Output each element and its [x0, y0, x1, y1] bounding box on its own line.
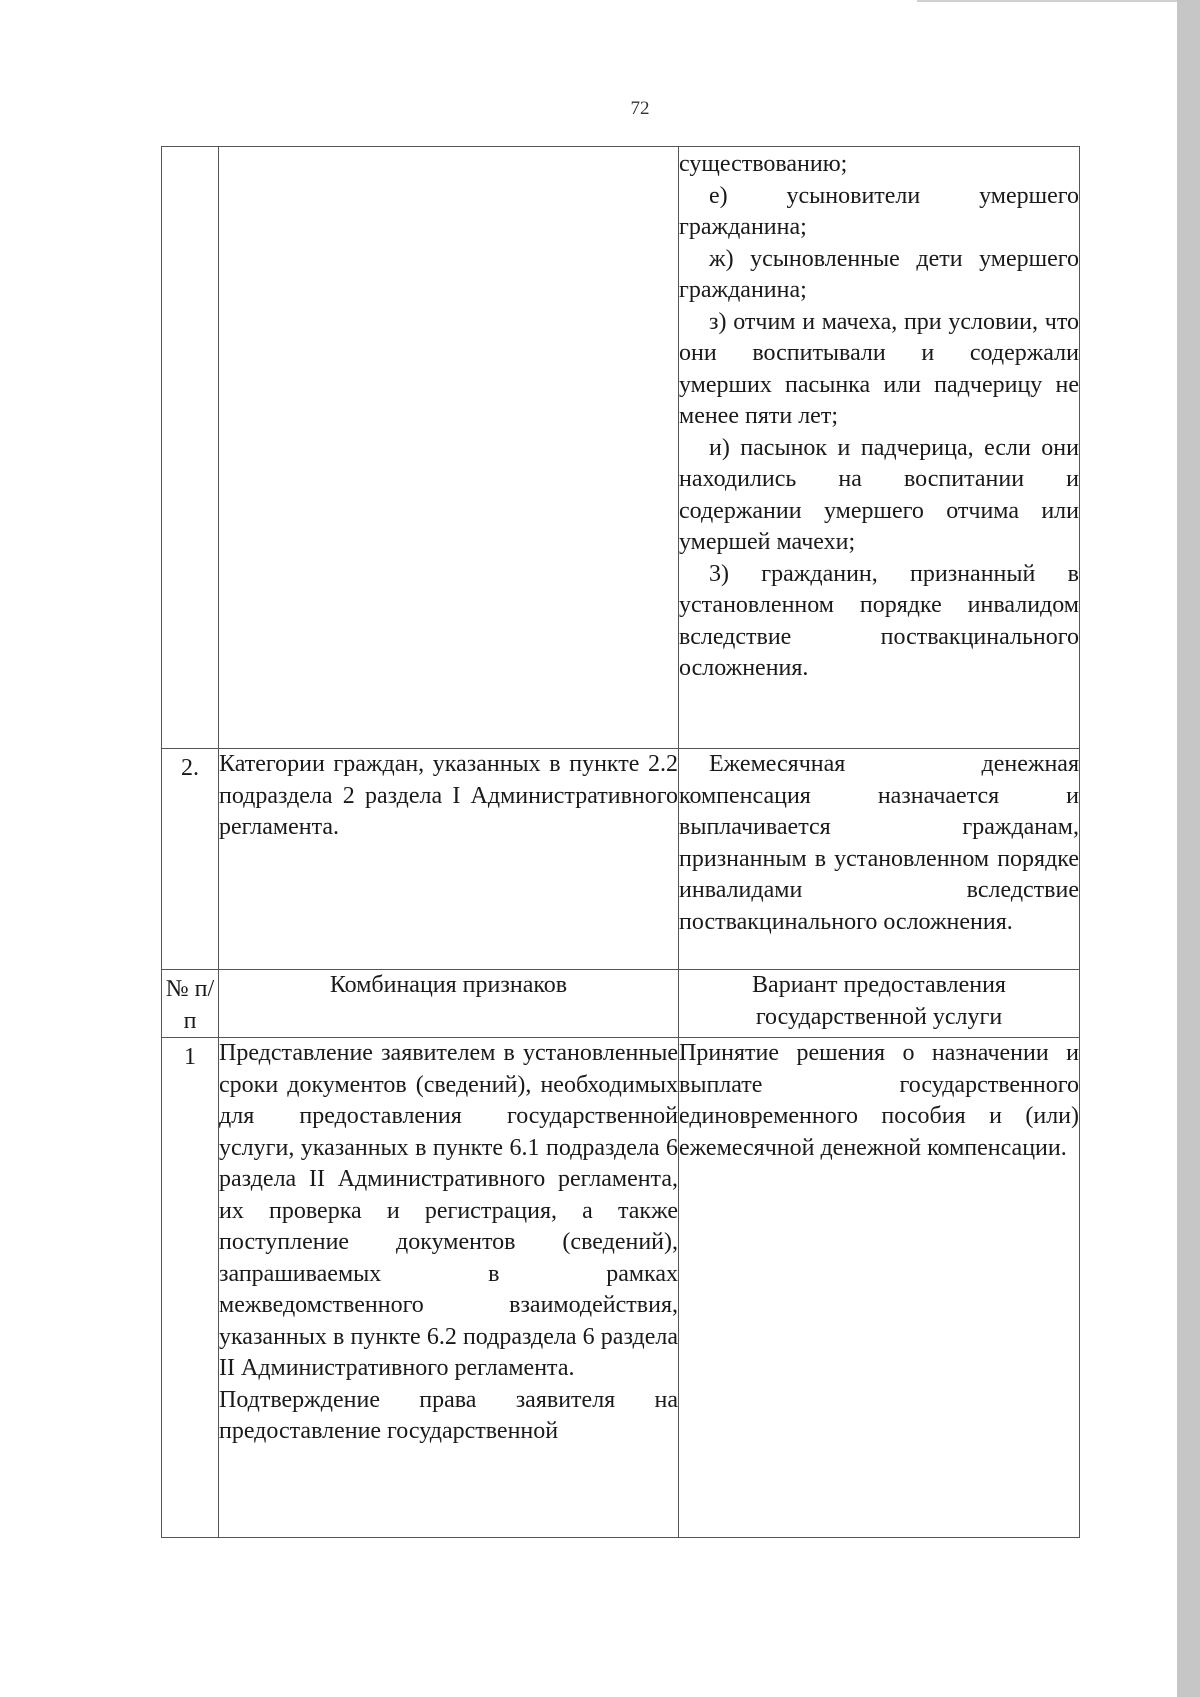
combination-paragraph: Подтверждение права заявителя на предоставление государственной: [219, 1386, 678, 1444]
table-row-continuation: [162, 147, 1080, 749]
list-item: ж) усыновленные дети умершего гражданина;: [679, 245, 1079, 303]
page-number: 72: [630, 98, 650, 119]
row-description: Ежемесячная денежная компенсация назначается и выплачивается гражданам, признанным в установленном порядке инвалидами вследствие поствакцинального осложнения.: [679, 749, 1080, 970]
header-variant: Вариант предоставления государственной услуги: [679, 970, 1080, 1038]
list-item: 3) гражданин, признанный в установленном порядке инвалидом вследствие поствакцинального осложнения.: [679, 560, 1079, 681]
scan-edge-top: [917, 0, 1177, 2]
row-combination: [219, 1038, 679, 1538]
row-variant: Принятие решения о назначении и выплате государственного единовременного пособия и (или) ежемесячной денежной компенсации.: [679, 1038, 1080, 1538]
table-row-2: [162, 749, 1080, 970]
header-num: № п/п: [162, 970, 219, 1038]
scan-edge: [1177, 0, 1200, 1697]
list-item: и) пасынок и падчерица, если они находились на воспитании и содержании умершего отчима или умершей мачехи;: [679, 434, 1079, 555]
header-combination: Комбинация признаков: [219, 970, 679, 1038]
cell-num-empty: [162, 147, 219, 749]
row-categories: Категории граждан, указанных в пункте 2.2 подраздела 2 раздела I Административного регламента.: [219, 749, 679, 970]
table-header-row: [162, 970, 1080, 1038]
combination-paragraph: Представление заявителем в установленные сроки документов (сведений), необходимых для предоставления государственной услуги, указанных в пункте 6.1 подраздела 6 раздела II Административного регламента, их проверка и регистрация, а также поступление документов (сведений), запрашиваемых в рамках межведомственного взаимодействия, указанных в пункте 6.2 подраздела 6 раздела II Административного регламента.: [219, 1040, 678, 1381]
cell-mid-empty: [219, 147, 679, 749]
list-item: з) отчим и мачеха, при условии, что они воспитывали и содержали умерших пасынка или падчерицу не менее пяти лет;: [679, 308, 1079, 429]
document-table: [161, 146, 1080, 1538]
table-row-1: [162, 1038, 1080, 1538]
cell-recipients-continued: [679, 147, 1080, 749]
list-item: существованию;: [679, 151, 848, 177]
row-number: 2.: [162, 749, 219, 970]
row-number: 1: [162, 1038, 219, 1538]
list-item: е) усыновители умершего гражданина;: [679, 182, 1079, 240]
